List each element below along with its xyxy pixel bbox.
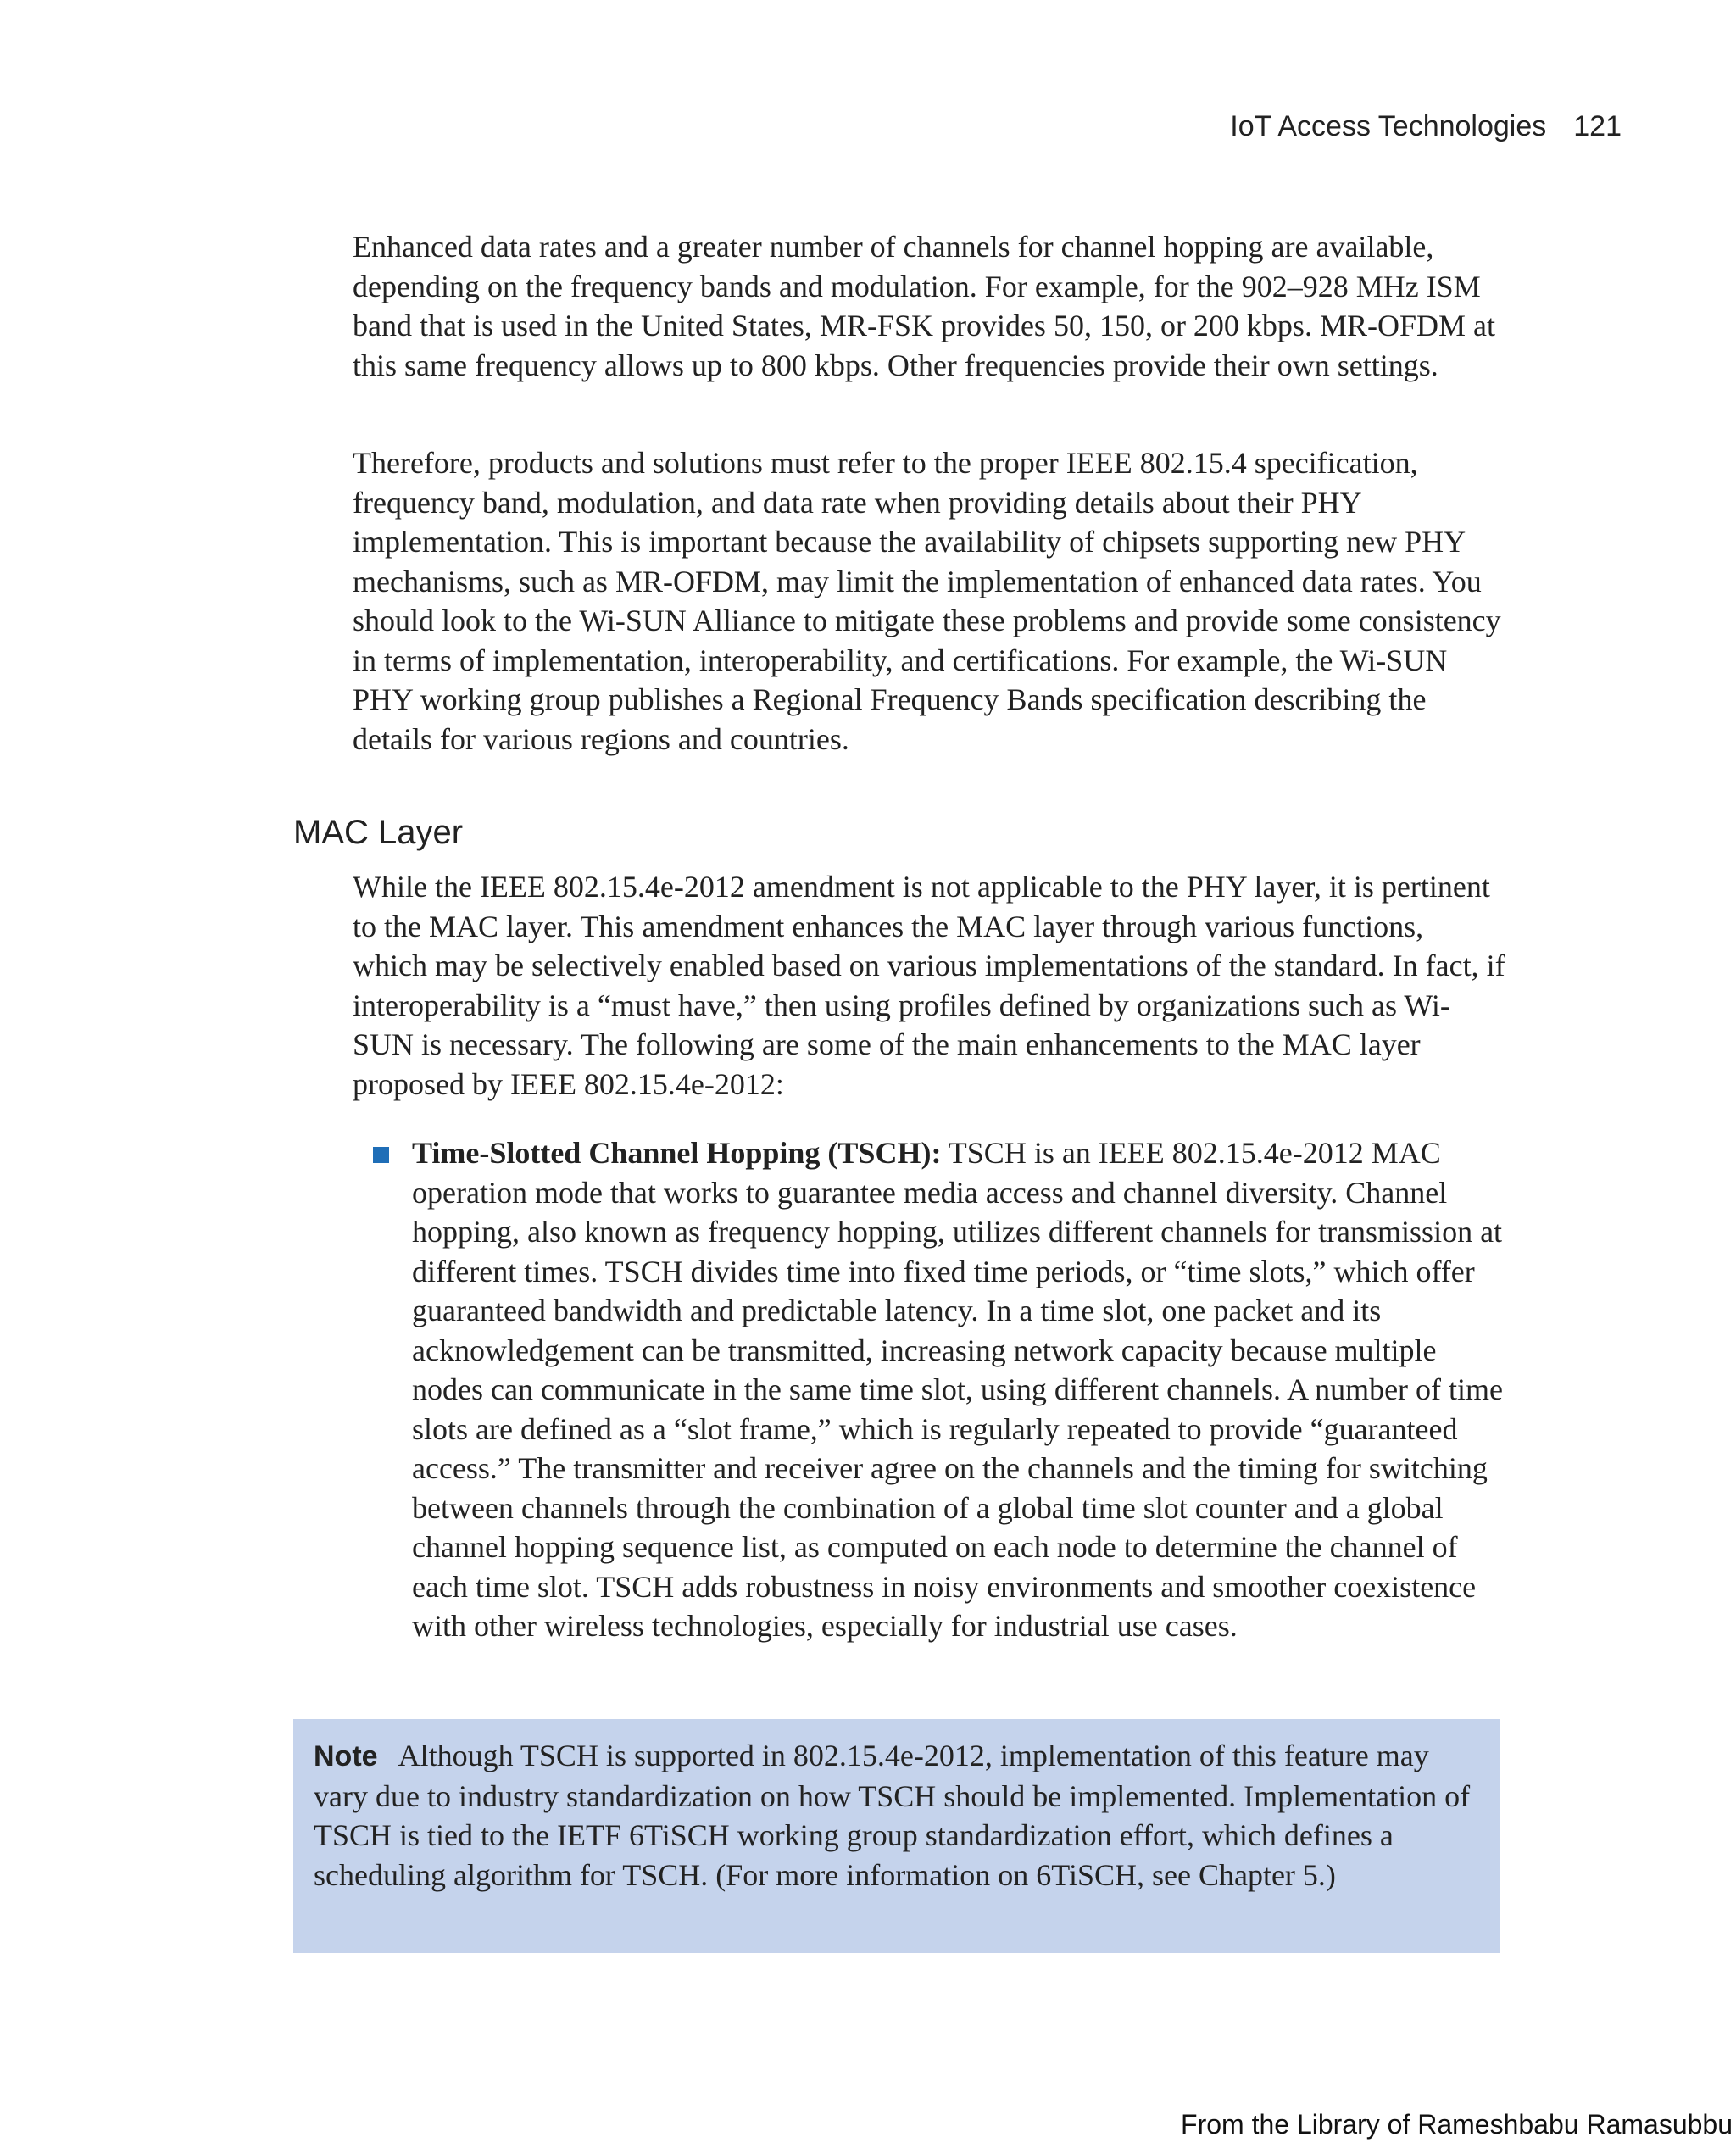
bullet-text: TSCH is an IEEE 802.15.4e-2012 MAC operation mode that works to guarantee media access and channel diversity. Channel hopping, also known as frequency hopping, utilizes different channels for transmission at different times. TSCH divides time into fixed time periods, or “time slots,” which offer guaranteed bandwidth and predictable latency. In a time slot, one packet and its acknowledgement can be transmitted, increasing network capacity because multiple nodes can communicate in the same time slot, using different channels. A number of time slots are defined as a “slot frame,” which is regularly repeated to provide “guaranteed access.” The transmitter and receiver agree on the channels and the timing for switching between channels through the combination of a global time slot counter and a global channel hopping sequence list, as computed on each node to determine the channel of each time slot. TSCH adds robustness in noisy environments and smoother coexistence with other wireless technologies, especially for industrial use cases.: [412, 1136, 1504, 1643]
note-text: Although TSCH is supported in 802.15.4e-2012, implementation of this feature may vary due to industry standardization on how TSCH should be implemented. Implementation of TSCH is tied to the IETF 6TiSCH working group standardization effort, which defines a scheduling algorithm for TSCH. (For more information on 6TiSCH, see Chapter 5.): [314, 1739, 1471, 1892]
bullet-term: Time-Slotted Channel Hopping (TSCH):: [412, 1136, 942, 1170]
body-paragraph-2: Therefore, products and solutions must refer to the proper IEEE 802.15.4 specification, frequency band, modulation, and data rate when providing details about their PHY implementation. This is important because the availability of chipsets supporting new PHY mechanisms, such as MR-OFDM, may limit the implementation of enhanced data rates. You should look to the Wi-SUN Alliance to mitigate these problems and provide some consistency in terms of implementation, interoperability, and certifications. For example, the Wi-SUN PHY working group publishes a Regional Frequency Bands specification describing the details for various regions and countries.: [353, 446, 1501, 756]
section-heading: MAC Layer: [293, 814, 464, 851]
note-box: [293, 1719, 1500, 1953]
body-paragraph-1: Enhanced data rates and a greater number of channels for channel hopping are available, depending on the frequency bands and modulation. For example, for the 902–928 MHz ISM band that is used in the United States, MR-FSK provides 50, 150, or 200 kbps. MR-OFDM at this same frequency allows up to 800 kbps. Other frequencies provide their own settings.: [353, 230, 1495, 382]
page-number: 121: [1573, 110, 1622, 142]
square-bullet-icon: [373, 1147, 389, 1163]
running-title: IoT Access Technologies: [1230, 110, 1547, 142]
running-head: [1230, 110, 1622, 143]
footer-library-credit: From the Library of Rameshbabu Ramasubbu: [1181, 2109, 1733, 2140]
note-label: Note: [314, 1740, 378, 1772]
section-intro-paragraph: While the IEEE 802.15.4e-2012 amendment is not applicable to the PHY layer, it is pertinent to the MAC layer. This amendment enhances the MAC layer through various functions, which may be selectively enabled based on various implementations of the standard. In fact, if interoperability is a “must have,” then using profiles defined by organizations such as Wi-SUN is necessary. The following are some of the main enhancements to the MAC layer proposed by IEEE 802.15.4e-2012:: [353, 870, 1505, 1101]
bullet-item-tsch: [412, 1133, 1505, 1646]
